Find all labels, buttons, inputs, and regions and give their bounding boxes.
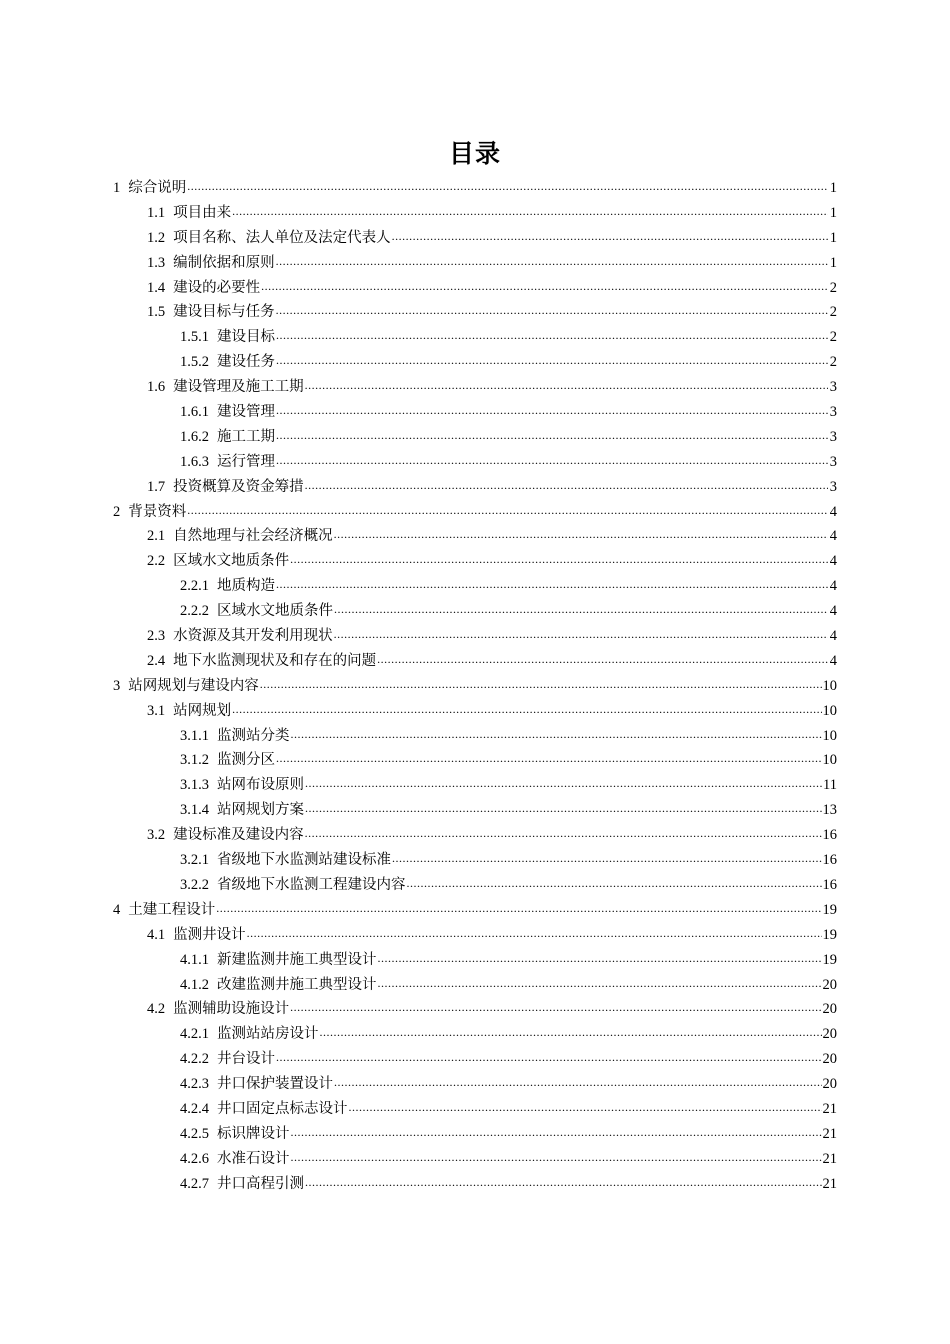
toc-entry-number: 3.2.2 bbox=[180, 876, 209, 893]
toc-dot-leader bbox=[334, 601, 828, 616]
toc-dot-leader bbox=[305, 800, 822, 815]
toc-entry[interactable] bbox=[113, 624, 837, 649]
toc-dot-leader bbox=[216, 899, 821, 914]
toc-entry-title: 项目由来 bbox=[173, 204, 232, 221]
toc-entry[interactable] bbox=[113, 350, 837, 375]
toc-dot-leader bbox=[276, 451, 828, 466]
toc-entry-number: 3.1.2 bbox=[180, 752, 209, 769]
toc-entry[interactable] bbox=[113, 176, 837, 201]
toc-entry[interactable] bbox=[113, 599, 837, 624]
toc-entry[interactable] bbox=[113, 1147, 837, 1172]
toc-entry-page: 16 bbox=[822, 852, 837, 869]
toc-entry-page: 3 bbox=[829, 404, 837, 421]
toc-dot-leader bbox=[276, 1049, 822, 1064]
toc-dot-leader bbox=[305, 775, 822, 790]
toc-dot-leader bbox=[305, 377, 828, 392]
toc-entry-page: 2 bbox=[829, 329, 837, 346]
toc-entry-title: 井台设计 bbox=[217, 1051, 275, 1068]
toc-entry-number: 3.1.4 bbox=[180, 802, 209, 819]
toc-entry[interactable] bbox=[113, 549, 837, 574]
toc-entry-title: 建设管理 bbox=[217, 404, 275, 421]
toc-entry-number: 2 bbox=[113, 503, 121, 520]
toc-entry[interactable] bbox=[113, 276, 837, 301]
toc-entry[interactable] bbox=[113, 973, 837, 998]
toc-entry[interactable] bbox=[113, 1047, 837, 1072]
toc-entry-number: 1.5.1 bbox=[180, 329, 209, 346]
toc-dot-leader bbox=[378, 949, 822, 964]
toc-entry-page: 10 bbox=[822, 752, 837, 769]
toc-entry-number: 1.5 bbox=[147, 304, 166, 321]
toc-entry-title: 地质构造 bbox=[217, 578, 275, 595]
toc-dot-leader bbox=[392, 850, 822, 865]
toc-entry[interactable] bbox=[113, 574, 837, 599]
toc-dot-leader bbox=[305, 825, 822, 840]
toc-entry-number: 2.3 bbox=[147, 628, 166, 645]
toc-entry-page: 3 bbox=[829, 379, 837, 396]
toc-entry[interactable] bbox=[113, 1172, 837, 1197]
toc-entry-title: 监测站站房设计 bbox=[217, 1026, 319, 1043]
toc-entry-number: 3 bbox=[113, 677, 121, 694]
toc-entry-title: 新建监测井施工典型设计 bbox=[217, 951, 377, 968]
toc-entry-title: 站网规划方案 bbox=[217, 802, 304, 819]
toc-entry[interactable] bbox=[113, 1072, 837, 1097]
toc-entry[interactable] bbox=[113, 773, 837, 798]
toc-entry-page: 20 bbox=[822, 976, 837, 993]
toc-entry-title: 自然地理与社会经济概况 bbox=[173, 528, 333, 545]
toc-entry-title: 井口保护装置设计 bbox=[217, 1076, 333, 1093]
toc-dot-leader bbox=[291, 1148, 822, 1163]
toc-entry-number: 4.1 bbox=[147, 926, 166, 943]
toc-entry-page: 1 bbox=[829, 229, 837, 246]
toc-entry[interactable] bbox=[113, 375, 837, 400]
table-of-contents bbox=[113, 176, 837, 1197]
toc-title: 目录 bbox=[448, 139, 501, 168]
toc-entry-page: 16 bbox=[822, 827, 837, 844]
toc-entry-number: 1.2 bbox=[147, 229, 166, 246]
toc-entry-page: 3 bbox=[829, 453, 837, 470]
toc-entry-page: 4 bbox=[829, 528, 837, 545]
toc-entry-title: 水准石设计 bbox=[217, 1150, 290, 1167]
toc-entry[interactable] bbox=[113, 524, 837, 549]
toc-entry-page: 16 bbox=[822, 876, 837, 893]
toc-entry-title: 项目名称、法人单位及法定代表人 bbox=[173, 229, 391, 246]
toc-entry[interactable] bbox=[113, 425, 837, 450]
toc-entry-title: 建设目标与任务 bbox=[173, 304, 275, 321]
toc-entry-page: 3 bbox=[829, 428, 837, 445]
toc-entry[interactable] bbox=[113, 201, 837, 226]
toc-entry-title: 运行管理 bbox=[217, 453, 275, 470]
toc-entry-number: 1.6.2 bbox=[180, 428, 209, 445]
toc-entry[interactable] bbox=[113, 699, 837, 724]
toc-entry-page: 1 bbox=[829, 204, 837, 221]
toc-entry-page: 4 bbox=[829, 553, 837, 570]
toc-entry-number: 2.2.2 bbox=[180, 603, 209, 620]
toc-dot-leader bbox=[232, 700, 821, 715]
toc-entry-number: 3.1 bbox=[147, 702, 166, 719]
toc-dot-leader bbox=[392, 227, 828, 242]
toc-entry-number: 4.2.7 bbox=[180, 1175, 209, 1192]
toc-dot-leader bbox=[291, 1123, 822, 1138]
toc-entry-title: 站网规划 bbox=[173, 702, 232, 719]
toc-entry-number: 3.2 bbox=[147, 827, 166, 844]
toc-entry-title: 站网布设原则 bbox=[217, 777, 304, 794]
toc-entry[interactable] bbox=[113, 823, 837, 848]
toc-entry-title: 井口高程引测 bbox=[217, 1175, 304, 1192]
toc-entry-page: 2 bbox=[829, 304, 837, 321]
toc-dot-leader bbox=[187, 501, 828, 516]
toc-dot-leader bbox=[305, 1173, 822, 1188]
toc-dot-leader bbox=[276, 576, 828, 591]
toc-entry[interactable] bbox=[113, 500, 837, 525]
toc-entry-number: 4.2.3 bbox=[180, 1076, 209, 1093]
toc-entry-number: 4.2.2 bbox=[180, 1051, 209, 1068]
toc-entry-page: 4 bbox=[829, 503, 837, 520]
toc-dot-leader bbox=[247, 924, 822, 939]
toc-entry-title: 建设目标 bbox=[217, 329, 275, 346]
toc-entry-page: 21 bbox=[822, 1100, 837, 1117]
toc-entry-title: 施工工期 bbox=[217, 428, 275, 445]
toc-entry-page: 20 bbox=[822, 1026, 837, 1043]
toc-entry-title: 省级地下水监测站建设标准 bbox=[217, 852, 391, 869]
toc-entry-number: 4.1.1 bbox=[180, 951, 209, 968]
toc-entry[interactable] bbox=[113, 748, 837, 773]
toc-entry-title: 背景资料 bbox=[128, 503, 187, 520]
toc-entry-number: 3.1.3 bbox=[180, 777, 209, 794]
toc-entry-number: 1.3 bbox=[147, 254, 166, 271]
toc-entry-number: 4.2.1 bbox=[180, 1026, 209, 1043]
toc-entry-page: 1 bbox=[829, 180, 837, 196]
toc-dot-leader bbox=[260, 675, 822, 690]
toc-entry-title: 监测辅助设施设计 bbox=[173, 1001, 290, 1018]
toc-entry[interactable] bbox=[113, 325, 837, 350]
toc-entry-page: 21 bbox=[822, 1175, 837, 1192]
toc-entry-title: 监测井设计 bbox=[173, 926, 246, 943]
toc-dot-leader bbox=[334, 1074, 822, 1089]
toc-entry-page: 2 bbox=[829, 354, 837, 371]
toc-entry-title: 区域水文地质条件 bbox=[173, 553, 290, 570]
toc-dot-leader bbox=[407, 874, 822, 889]
toc-entry[interactable] bbox=[113, 898, 837, 923]
toc-entry-page: 19 bbox=[822, 951, 837, 968]
toc-dot-leader bbox=[349, 1098, 822, 1113]
toc-entry-number: 1 bbox=[113, 180, 121, 196]
toc-dot-leader bbox=[276, 252, 828, 267]
toc-entry[interactable] bbox=[113, 475, 837, 500]
toc-entry-title: 站网规划与建设内容 bbox=[128, 677, 259, 694]
toc-dot-leader bbox=[334, 526, 828, 541]
toc-entry[interactable] bbox=[113, 300, 837, 325]
toc-dot-leader bbox=[276, 402, 828, 417]
toc-entry-number: 1.6 bbox=[147, 379, 166, 396]
toc-entry-page: 20 bbox=[822, 1001, 837, 1018]
toc-entry[interactable] bbox=[113, 1097, 837, 1122]
toc-entry[interactable] bbox=[113, 948, 837, 973]
toc-entry-number: 4.2.6 bbox=[180, 1150, 209, 1167]
toc-entry-title: 改建监测井施工典型设计 bbox=[217, 976, 377, 993]
toc-entry-page: 10 bbox=[822, 727, 837, 744]
toc-entry-page: 10 bbox=[822, 677, 837, 694]
toc-entry-page: 20 bbox=[822, 1051, 837, 1068]
toc-dot-leader bbox=[290, 551, 828, 566]
toc-entry[interactable] bbox=[113, 450, 837, 475]
toc-entry-page: 19 bbox=[822, 926, 837, 943]
toc-dot-leader bbox=[320, 1024, 822, 1039]
toc-entry-number: 4.2.5 bbox=[180, 1125, 209, 1142]
toc-entry-number: 1.6.3 bbox=[180, 453, 209, 470]
toc-entry-number: 4.2.4 bbox=[180, 1100, 209, 1117]
toc-entry-page: 21 bbox=[822, 1125, 837, 1142]
toc-entry-page: 4 bbox=[829, 652, 837, 669]
toc-entry-title: 水资源及其开发利用现状 bbox=[173, 628, 333, 645]
toc-entry-number: 2.1 bbox=[147, 528, 166, 545]
toc-dot-leader bbox=[276, 352, 828, 367]
toc-entry-page: 4 bbox=[829, 628, 837, 645]
toc-entry-title: 综合说明 bbox=[128, 180, 187, 196]
toc-dot-leader bbox=[334, 626, 828, 641]
toc-dot-leader bbox=[305, 476, 828, 491]
toc-entry-title: 建设标准及建设内容 bbox=[173, 827, 304, 844]
toc-dot-leader bbox=[276, 750, 822, 765]
toc-entry-title: 区域水文地质条件 bbox=[217, 603, 333, 620]
toc-entry-title: 监测站分类 bbox=[217, 727, 290, 744]
toc-entry-number: 4.1.2 bbox=[180, 976, 209, 993]
toc-entry-title: 投资概算及资金筹措 bbox=[173, 478, 304, 495]
toc-entry-title: 地下水监测现状及和存在的问题 bbox=[173, 652, 377, 669]
toc-entry-number: 1.1 bbox=[147, 204, 166, 221]
toc-entry-title: 标识牌设计 bbox=[217, 1125, 290, 1142]
toc-entry[interactable] bbox=[113, 798, 837, 823]
toc-dot-leader bbox=[378, 974, 822, 989]
toc-dot-leader bbox=[276, 327, 828, 342]
toc-entry-number: 4.2 bbox=[147, 1001, 166, 1018]
toc-entry-title: 监测分区 bbox=[217, 752, 275, 769]
toc-entry-page: 21 bbox=[822, 1150, 837, 1167]
toc-entry[interactable] bbox=[113, 251, 837, 276]
toc-entry-page: 1 bbox=[829, 254, 837, 271]
toc-entry-number: 1.7 bbox=[147, 478, 166, 495]
toc-entry[interactable] bbox=[113, 400, 837, 425]
toc-entry-page: 2 bbox=[829, 279, 837, 296]
toc-dot-leader bbox=[276, 426, 828, 441]
toc-entry[interactable] bbox=[113, 997, 837, 1022]
toc-entry-number: 1.6.1 bbox=[180, 404, 209, 421]
toc-entry-number: 3.1.1 bbox=[180, 727, 209, 744]
toc-entry-title: 省级地下水监测工程建设内容 bbox=[217, 876, 406, 893]
toc-entry-page: 11 bbox=[823, 777, 837, 794]
toc-entry-title: 井口固定点标志设计 bbox=[217, 1100, 348, 1117]
toc-dot-leader bbox=[290, 999, 821, 1014]
toc-entry-page: 20 bbox=[822, 1076, 837, 1093]
toc-entry[interactable] bbox=[113, 1022, 837, 1047]
toc-dot-leader bbox=[232, 202, 828, 217]
toc-dot-leader bbox=[276, 302, 828, 317]
toc-entry-title: 建设管理及施工工期 bbox=[173, 379, 304, 396]
toc-dot-leader bbox=[187, 178, 828, 193]
toc-entry-number: 1.5.2 bbox=[180, 354, 209, 371]
toc-dot-leader bbox=[377, 650, 828, 665]
toc-entry-number: 2.2 bbox=[147, 553, 166, 570]
toc-entry-page: 4 bbox=[829, 578, 837, 595]
toc-entry[interactable] bbox=[113, 873, 837, 898]
toc-entry-page: 19 bbox=[822, 901, 837, 918]
toc-entry[interactable] bbox=[113, 674, 837, 699]
toc-entry-page: 3 bbox=[829, 478, 837, 495]
toc-entry-title: 建设的必要性 bbox=[173, 279, 261, 296]
toc-entry-title: 土建工程设计 bbox=[128, 901, 216, 918]
toc-entry-number: 3.2.1 bbox=[180, 852, 209, 869]
toc-entry-number: 1.4 bbox=[147, 279, 166, 296]
toc-entry-page: 10 bbox=[822, 702, 837, 719]
toc-entry[interactable] bbox=[113, 923, 837, 948]
toc-entry[interactable] bbox=[113, 848, 837, 873]
toc-entry-page: 13 bbox=[822, 802, 837, 819]
toc-entry-number: 2.2.1 bbox=[180, 578, 209, 595]
toc-entry-number: 2.4 bbox=[147, 652, 166, 669]
toc-entry-title: 编制依据和原则 bbox=[173, 254, 275, 271]
toc-entry-title: 建设任务 bbox=[217, 354, 275, 371]
toc-dot-leader bbox=[261, 277, 828, 292]
toc-entry-number: 4 bbox=[113, 901, 121, 918]
toc-entry[interactable] bbox=[113, 724, 837, 749]
toc-entry-page: 4 bbox=[829, 603, 837, 620]
toc-entry[interactable] bbox=[113, 226, 837, 251]
toc-dot-leader bbox=[291, 725, 822, 740]
toc-entry[interactable] bbox=[113, 1122, 837, 1147]
toc-entry[interactable] bbox=[113, 649, 837, 674]
